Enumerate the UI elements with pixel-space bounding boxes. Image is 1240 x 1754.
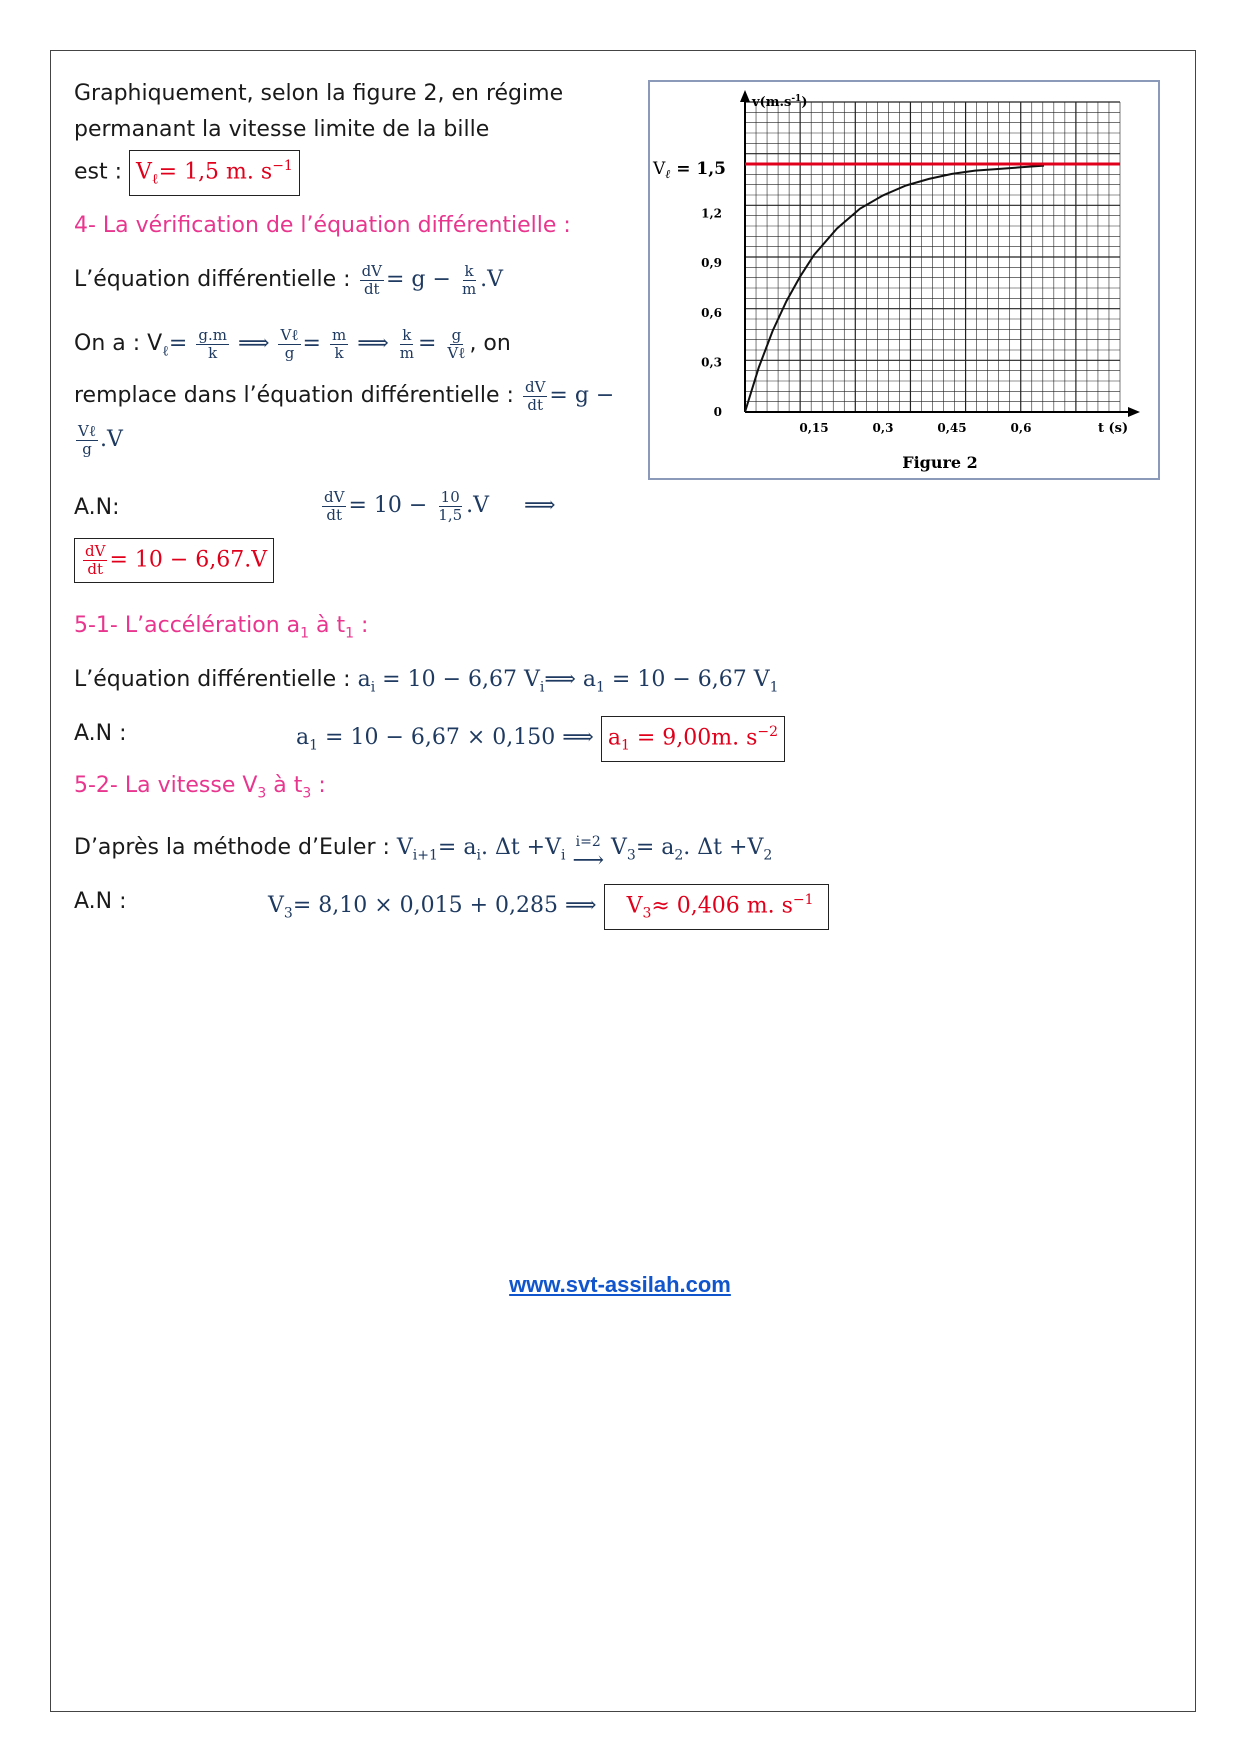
x-tick-label: 0,45	[937, 421, 967, 435]
chart-grid	[745, 102, 1120, 412]
an-equation-4: $\frac{dV}{dt}$ = 10 − $\frac{10}{1,5}$ .V ⟹	[324, 487, 556, 524]
y-tick-label: 1,2	[701, 206, 722, 221]
figure-2	[648, 80, 1160, 480]
section-5-2-title: 5-2- La vitesse $V_3$ à $t_3$ :	[74, 773, 326, 802]
section-5-1-title: 5-1- L’accélération $a_1$ à $t_1$ :	[74, 613, 369, 642]
an-label-4: A.N:	[74, 495, 120, 520]
result-v3: $V_3\approx 0,406$ m. $s^{-1}$	[604, 884, 829, 930]
diff-equation-line: L’équation différentielle : $\frac{dV}{dt}$ = g − $\frac{k}{m}$ .V	[74, 261, 504, 298]
vlimit-label: $V_\ell = 1,5$	[653, 159, 726, 181]
result-vlimit: $V_\ell= 1,5$ m. $s^{-1}$	[129, 150, 300, 196]
result-a1: $a_1 = 9,00m$. $s^{-2}$	[601, 716, 785, 762]
velocity-chart	[650, 82, 1158, 478]
x-axis-arrow	[1128, 407, 1140, 417]
x-axis-label: t (s)	[1098, 421, 1129, 436]
figure-caption: Figure 2	[902, 453, 978, 472]
an-label-52: A.N :	[74, 889, 127, 914]
euler-line: D’après la méthode d’Euler : $V_{i+1}= a_i$. $\Delta t +V_i$ i=2 ⟶ $V_3= a_2$. $\Delta t +V_2$	[74, 834, 773, 874]
y-tick-label: 0,3	[701, 355, 722, 370]
ona-line: On a : $V_\ell=$ $\frac{g.m}{k}$ ⟹ $\frac{\text{Vℓ}}{g}$ = $\frac{m}{k}$ ⟹ $\frac{k}{m}$ = $\frac{g}{\text{Vℓ}}$ , on	[74, 325, 511, 362]
y-tick-label: 0,9	[701, 256, 722, 271]
an-label-51: A.N :	[74, 721, 127, 746]
remplace-line: remplace dans l’équation différentielle : $\frac{dV}{dt}$ = g −	[74, 377, 615, 414]
website-link[interactable]: www.svt-assilah.com	[509, 1272, 731, 1297]
intro-line-3: est : $V_\ell= 1,5$ m. $s^{-1}$	[74, 150, 300, 196]
x-tick-label: 0,6	[1010, 421, 1032, 435]
velocity-curve	[745, 166, 1044, 412]
an-equation-51: $a_1 = 10 - 6,67 \times 0,150$ ⟹ $a_1 = 9,00m$. $s^{-2}$	[296, 716, 785, 764]
intro-line-1: Graphiquement, selon la figure 2, en régime	[74, 81, 564, 106]
intro-line-2: permanant la vitesse limite de la bille	[74, 117, 490, 142]
y-tick-label: 0	[713, 405, 722, 419]
euler-arrow: i=2 ⟶	[572, 834, 605, 874]
y-axis-arrow	[740, 90, 750, 102]
section-4-title: 4- La vérification de l’équation différentielle :	[74, 213, 571, 238]
x-tick-label: 0,15	[799, 421, 829, 435]
x-tick-label: 0,3	[872, 421, 894, 435]
y-tick-label: 0,6	[701, 305, 722, 320]
accel-equation-line: L’équation différentielle : $a_i = 10 - 6,67$ $V_i⟹$ $a_1 = 10 - 6,67$ $V_1$	[74, 667, 779, 696]
an-equation-52: $V_3= 8,10 \times 0,015 + 0,285$ ⟹ $V_3\approx 0,406$ m. $s^{-1}$	[268, 884, 829, 932]
y-axis-label: $v(m.s^{-1})$	[752, 94, 808, 110]
remplace-line-2: $\frac{\text{Vℓ}}{g}$ .V	[78, 421, 123, 458]
result-diff-eq: $\frac{dV}{dt}$ = 10 − 6,67.V	[74, 538, 274, 583]
